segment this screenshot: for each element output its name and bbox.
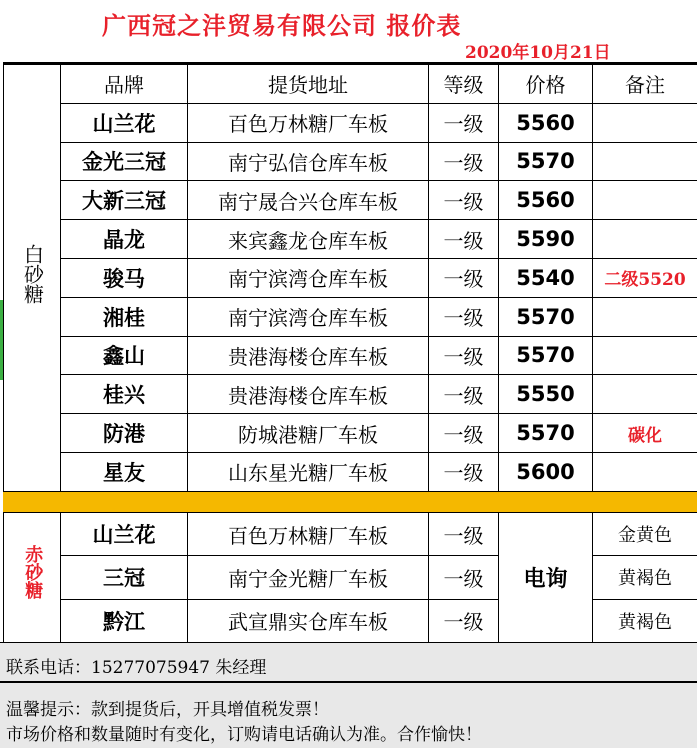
table-row: [4, 142, 697, 181]
header: [3, 0, 697, 64]
note-cell: [593, 220, 697, 259]
brand-cell: 防港: [61, 414, 188, 453]
page-title: 广西冠之沣贸易有限公司 报价表: [102, 11, 462, 40]
price-cell: 5540: [499, 258, 593, 297]
note-cell: 黄褐色: [593, 599, 697, 642]
table-row: [4, 336, 697, 375]
grade-cell: 一级: [429, 336, 499, 375]
address-cell: 南宁金光糖厂车板: [188, 556, 429, 599]
column-header-address: 提货地址: [188, 65, 429, 104]
white-sugar-table: [3, 64, 697, 492]
contact-phone: 联系电话：15277075947 朱经理: [6, 658, 267, 678]
grade-cell: 一级: [429, 599, 499, 642]
brand-cell: 大新三冠: [61, 181, 188, 220]
grade-cell: 一级: [429, 297, 499, 336]
note-cell: [593, 103, 697, 142]
price-cell: 5570: [499, 414, 593, 453]
address-cell: 百色万林糖厂车板: [188, 513, 429, 556]
column-header-grade: 等级: [429, 65, 499, 104]
table-row: [4, 375, 697, 414]
brand-cell: 湘桂: [61, 297, 188, 336]
address-cell: 来宾鑫龙仓库车板: [188, 220, 429, 259]
note-cell: [593, 297, 697, 336]
address-cell: 百色万林糖厂车板: [188, 103, 429, 142]
address-cell: 南宁弘信仓库车板: [188, 142, 429, 181]
note-cell: [593, 375, 697, 414]
table-row: [4, 599, 697, 642]
grade-cell: 一级: [429, 220, 499, 259]
table-row: [4, 103, 697, 142]
note-cell: [593, 142, 697, 181]
price-cell: 5570: [499, 142, 593, 181]
market-tip: 市场价格和数量随时有变化，订购请电话确认为准。合作愉快！: [6, 725, 482, 745]
grade-cell: 一级: [429, 513, 499, 556]
category-red-sugar: [4, 513, 61, 643]
table-row: [4, 414, 697, 453]
table-row: [4, 297, 697, 336]
price-cell: 5560: [499, 103, 593, 142]
footer-divider: [0, 681, 697, 683]
address-cell: 防城港糖厂车板: [188, 414, 429, 453]
column-header-brand: 品牌: [61, 65, 188, 104]
invoice-tip: 温馨提示：款到提货后，开具增值税发票！: [6, 700, 329, 720]
category-label: 白砂糖: [20, 243, 45, 304]
table-row: [4, 220, 697, 259]
table-header-row: [4, 65, 697, 104]
grade-cell: 一级: [429, 414, 499, 453]
table-row: [4, 513, 697, 556]
brand-cell: 三冠: [61, 556, 188, 599]
price-cell: 5570: [499, 336, 593, 375]
address-cell: 贵港海楼仓库车板: [188, 336, 429, 375]
table-row: [4, 556, 697, 599]
brand-cell: 鑫山: [61, 336, 188, 375]
table-row: [4, 258, 697, 297]
column-header-note: 备注: [593, 65, 697, 104]
brand-cell: 星友: [61, 452, 188, 491]
quote-date: 2020年10月21日: [465, 43, 611, 63]
grade-cell: 一级: [429, 103, 499, 142]
footer: [0, 642, 697, 748]
grade-cell: 一级: [429, 181, 499, 220]
price-cell: 5560: [499, 181, 593, 220]
note-cell: 碳化: [593, 414, 697, 453]
note-cell: 二级5520: [593, 258, 697, 297]
address-cell: 南宁滨湾仓库车板: [188, 297, 429, 336]
note-cell: [593, 452, 697, 491]
grade-cell: 一级: [429, 375, 499, 414]
price-cell: 5590: [499, 220, 593, 259]
grade-cell: 一级: [429, 258, 499, 297]
brand-cell: 桂兴: [61, 375, 188, 414]
price-cell: 5570: [499, 297, 593, 336]
grade-cell: 一级: [429, 452, 499, 491]
brand-cell: 山兰花: [61, 103, 188, 142]
address-cell: 南宁滨湾仓库车板: [188, 258, 429, 297]
address-cell: 贵港海楼仓库车板: [188, 375, 429, 414]
address-cell: 南宁晟合兴仓库车板: [188, 181, 429, 220]
brand-cell: 骏马: [61, 258, 188, 297]
price-cell: 5550: [499, 375, 593, 414]
brand-cell: 金光三冠: [61, 142, 188, 181]
brand-cell: 晶龙: [61, 220, 188, 259]
address-cell: 山东星光糖厂车板: [188, 452, 429, 491]
price-inquiry-cell: 电询: [499, 513, 593, 643]
note-cell: 金黄色: [593, 513, 697, 556]
column-header-price: 价格: [499, 65, 593, 104]
address-cell: 武宣鼎实仓库车板: [188, 599, 429, 642]
section-divider: [3, 492, 697, 512]
red-sugar-table: [3, 512, 697, 643]
note-cell: 黄褐色: [593, 556, 697, 599]
table-row: [4, 452, 697, 491]
brand-cell: 黔江: [61, 599, 188, 642]
category-label: 赤砂糖: [22, 544, 44, 599]
grade-cell: 一级: [429, 142, 499, 181]
note-cell: [593, 181, 697, 220]
table-row: [4, 181, 697, 220]
note-cell: [593, 336, 697, 375]
category-white-sugar: [4, 65, 61, 492]
price-cell: 5600: [499, 452, 593, 491]
grade-cell: 一级: [429, 556, 499, 599]
brand-cell: 山兰花: [61, 513, 188, 556]
